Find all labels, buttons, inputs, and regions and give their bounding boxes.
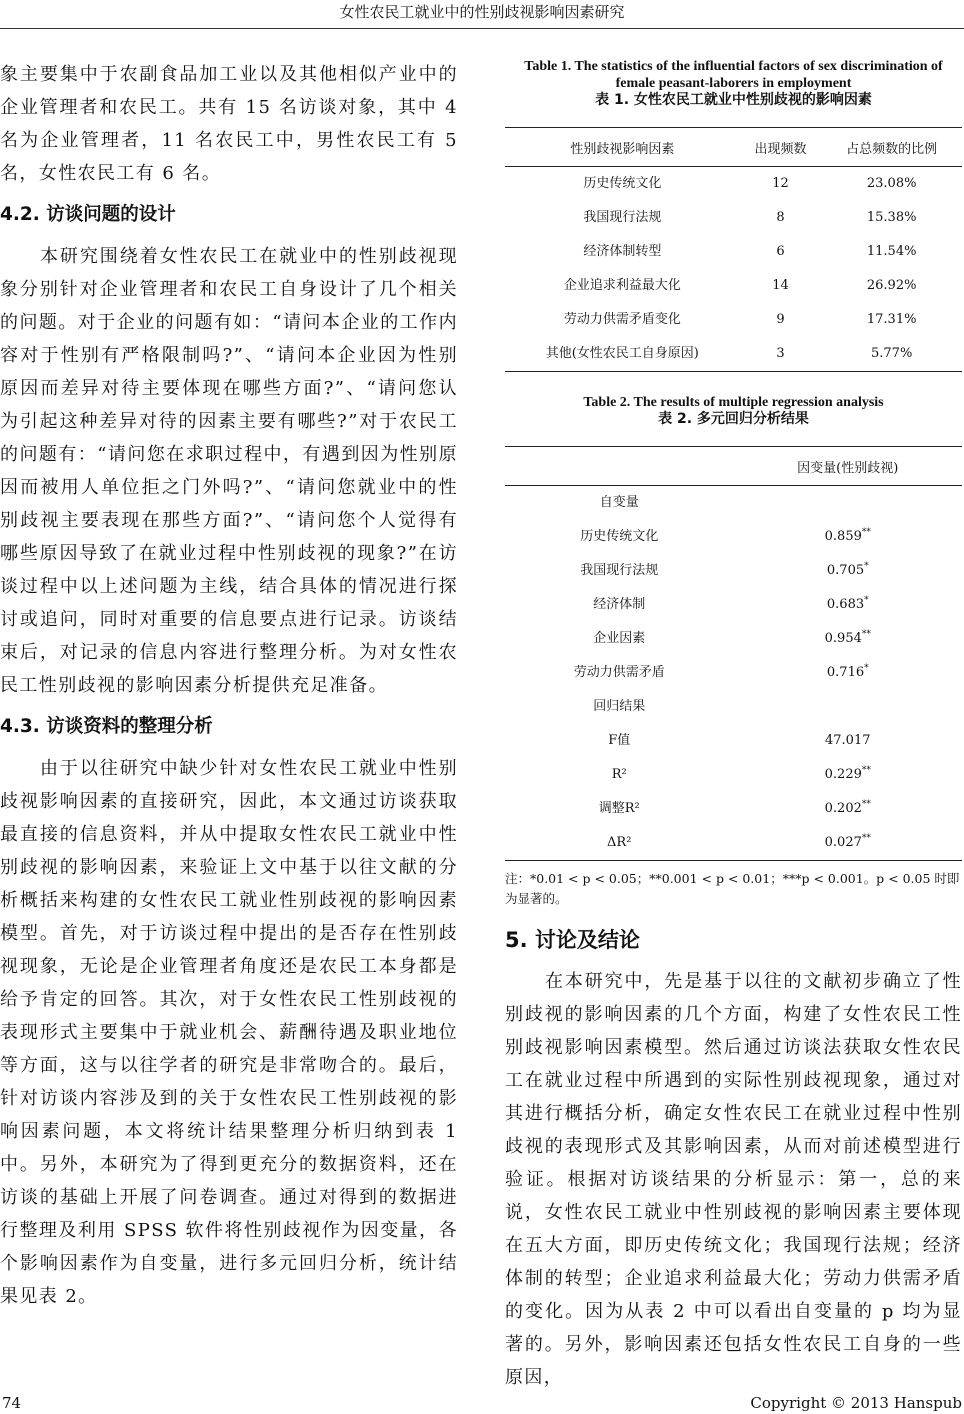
table-row <box>505 303 962 337</box>
coefficient-value: 47.017 <box>825 733 871 748</box>
variable-label: 企业因素 <box>593 631 646 646</box>
table-cell: 3 <box>740 337 822 372</box>
significance-mark: * <box>864 561 869 572</box>
paragraph: 在本研究中，先是基于以往的文献初步确立了性别歧视的影响因素的几个方面，构建了女性农民工性别歧视影响因素模型。然后通过访谈法获取女性农民工在就业过程中所遇到的实际性别歧视现象，通过对其进行概括分析，确定女性农民工在就业过程中性别歧视的表现形式及其影响因素，从而对前述模型进行验证。根据对访谈结果的分析显示：第一，总的来说，女性农民工就业中性别歧视的影响因素主要体现在五大方面，即历史传统文化；我国现行法规；经济体制的转型；企业追求利益最大化；劳动力供需矛盾的变化。因为从表 2 中可以看出自变量的 p 均为显著的。另外，影响因素还包括女性农民工自身的一些原因， <box>505 971 962 1388</box>
running-header: 女性农民工就业中的性别歧视影响因素研究 <box>339 3 625 21</box>
table-cell: 其他(女性农民工自身原因) <box>505 337 740 372</box>
column-header: 出现频数 <box>740 128 822 167</box>
table2-note: 注：*0.01 < p < 0.05；**0.001 < p < 0.01；***p < 0.001。p < 0.05 时即为显著的。 <box>505 871 960 906</box>
coefficient-cell <box>734 486 963 521</box>
table-row <box>505 588 962 622</box>
table-cell: 11.54% <box>866 244 917 259</box>
table-cell: 我国现行法规 <box>583 210 662 225</box>
table-row <box>505 724 962 758</box>
table-cell: 劳动力供需矛盾变化 <box>563 312 681 327</box>
table-row <box>505 486 962 521</box>
table-cell: 26.92% <box>866 278 917 293</box>
table2-caption-en: Table 2. The results of multiple regression analysis <box>583 395 884 410</box>
table-row <box>505 656 962 690</box>
variable-label: 回归结果 <box>593 699 646 714</box>
table1-caption-en: Table 1. The statistics of the influential factors of sex discrimination of female peasant-laborers in employment <box>524 59 943 91</box>
coefficient-value: 0.859 <box>824 529 862 544</box>
copyright: Copyright © 2013 Hanspub <box>750 1394 962 1412</box>
significance-mark: * <box>864 595 869 606</box>
coefficient-value: 0.705 <box>826 563 865 578</box>
table2 <box>505 446 962 861</box>
right-column <box>505 58 962 1388</box>
table-row <box>505 269 962 303</box>
coefficient-cell <box>734 724 963 758</box>
table-cell: 8 <box>776 210 785 225</box>
table-cell: 6 <box>776 244 785 259</box>
table-cell: 23.08% <box>866 176 917 191</box>
coefficient-value: 0.202 <box>824 801 862 816</box>
table-row <box>505 337 962 372</box>
coefficient-cell <box>734 622 963 656</box>
table-cell: 历史传统文化 <box>583 176 662 191</box>
table-row <box>505 201 962 235</box>
section-heading-4-3: 4.3. 访谈资料的整理分析 <box>0 716 213 737</box>
significance-mark: * <box>864 663 869 674</box>
variable-label: ΔR² <box>505 826 734 861</box>
column-header: 因变量(性别歧视) <box>734 447 963 486</box>
table-row <box>505 554 962 588</box>
coefficient-cell <box>734 554 963 588</box>
paragraph: 象主要集中于农副食品加工业以及其他相似产业中的企业管理者和农民工。共有 15 名访谈对象，其中 4 名为企业管理者，11 名农民工中，男性农民工有 5 名，女性农民工有 6 名。 <box>0 64 458 184</box>
page-footer <box>0 1390 964 1414</box>
table-cell: 15.38% <box>866 210 917 225</box>
table-row <box>505 520 962 554</box>
paragraph: 本研究围绕着女性农民工在就业中的性别歧视现象分别针对企业管理者和农民工自身设计了几个相关的问题。对于企业的问题有如：“请问本企业的工作内容对于性别有严格限制吗?”、“请问本企业因为性别原因而差异对待主要体现在哪些方面?”、“请问您认为引起这种差异对待的因素主要有哪些?”对于农民工的问题有：“请问您在求职过程中，有遇到因为性别原因而被用人单位拒之门外吗?”、“请问您就业中的性别歧视主要表现在那些方面?”、“请问您个人觉得有哪些原因导致了在就业过程中性别歧视的现象?”在访谈过程中以上述问题为主线，结合具体的情况进行探讨或追问，同时对重要的信息要点进行记录。访谈结束后，对记录的信息内容进行整理分析。为对女性农民工性别歧视的影响因素分析提供充足准备。 <box>0 246 458 696</box>
significance-mark: ** <box>861 765 871 776</box>
variable-label: 自变量 <box>599 495 639 510</box>
table-row <box>505 758 962 792</box>
table-cell: 9 <box>776 312 785 327</box>
page-number: 74 <box>2 1394 22 1412</box>
significance-mark: ** <box>861 527 871 538</box>
coefficient-value: 0.954 <box>824 631 862 646</box>
coefficient-cell <box>734 656 963 690</box>
variable-label: F值 <box>608 733 631 748</box>
coefficient-value: 0.229 <box>824 767 862 782</box>
coefficient-cell <box>734 758 963 792</box>
table-cell: 5.77% <box>821 337 962 372</box>
table-row <box>505 792 962 826</box>
section-heading-5: 5. 讨论及结论 <box>505 928 640 952</box>
table-row <box>505 690 962 724</box>
coefficient-value: 0.027 <box>824 835 862 850</box>
table1-caption-zh: 表 1. 女性农民工就业中性别歧视的影响因素 <box>595 92 872 108</box>
table-cell: 经济体制转型 <box>583 244 662 259</box>
left-column <box>0 58 458 1313</box>
header-divider <box>0 28 964 29</box>
table-row <box>505 235 962 269</box>
variable-label: 劳动力供需矛盾 <box>573 665 665 680</box>
empty-header <box>505 447 734 486</box>
coefficient-value: 0.683 <box>826 597 865 612</box>
coefficient-cell <box>734 826 963 861</box>
table2-caption-zh: 表 2. 多元回归分析结果 <box>658 411 809 427</box>
table1 <box>505 127 962 372</box>
table-cell: 17.31% <box>866 312 917 327</box>
variable-label: 我国现行法规 <box>580 563 659 578</box>
significance-mark: ** <box>861 833 871 844</box>
table-row <box>505 826 962 861</box>
variable-label: 历史传统文化 <box>580 529 659 544</box>
variable-label: 调整R² <box>598 801 640 816</box>
table-row <box>505 167 962 202</box>
coefficient-value: 0.716 <box>826 665 865 680</box>
table-cell: 12 <box>772 176 789 191</box>
coefficient-cell <box>734 690 963 724</box>
table-cell: 14 <box>772 278 789 293</box>
section-heading-4-2: 4.2. 访谈问题的设计 <box>0 204 176 225</box>
column-header: 占总频数的比例 <box>821 128 962 167</box>
variable-label: 经济体制 <box>593 597 646 612</box>
coefficient-cell <box>734 588 963 622</box>
table-row <box>505 622 962 656</box>
column-header: 性别歧视影响因素 <box>505 128 740 167</box>
significance-mark: ** <box>861 799 871 810</box>
significance-mark: ** <box>861 629 871 640</box>
coefficient-cell <box>734 520 963 554</box>
variable-label: R² <box>611 767 627 782</box>
coefficient-cell <box>734 792 963 826</box>
table-cell: 企业追求利益最大化 <box>563 278 681 293</box>
paragraph: 由于以往研究中缺少针对女性农民工就业中性别歧视影响因素的直接研究，因此，本文通过访谈获取最直接的信息资料，并从中提取女性农民工就业中性别歧视的影响因素，来验证上文中基于以往文献的分析概括来构建的女性农民工就业性别歧视的影响因素模型。首先，对于访谈过程中提出的是否存在性别歧视现象，无论是企业管理者角度还是农民工本身都是给予肯定的回答。其次，对于女性农民工性别歧视的表现形式主要集中于就业机会、薪酬待遇及职业地位等方面，这与以往学者的研究是非常吻合的。最后，针对访谈内容涉及到的关于女性农民工性别歧视的影响因素问题，本文将统计结果整理分析归纳到表 1 中。另外，本研究为了得到更充分的数据资料，还在访谈的基础上开展了问卷调查。通过对得到的数据进行整理及利用 SPSS 软件将性别歧视作为因变量，各个影响因素作为自变量，进行多元回归分析，统计结果见表 2。 <box>0 758 458 1307</box>
